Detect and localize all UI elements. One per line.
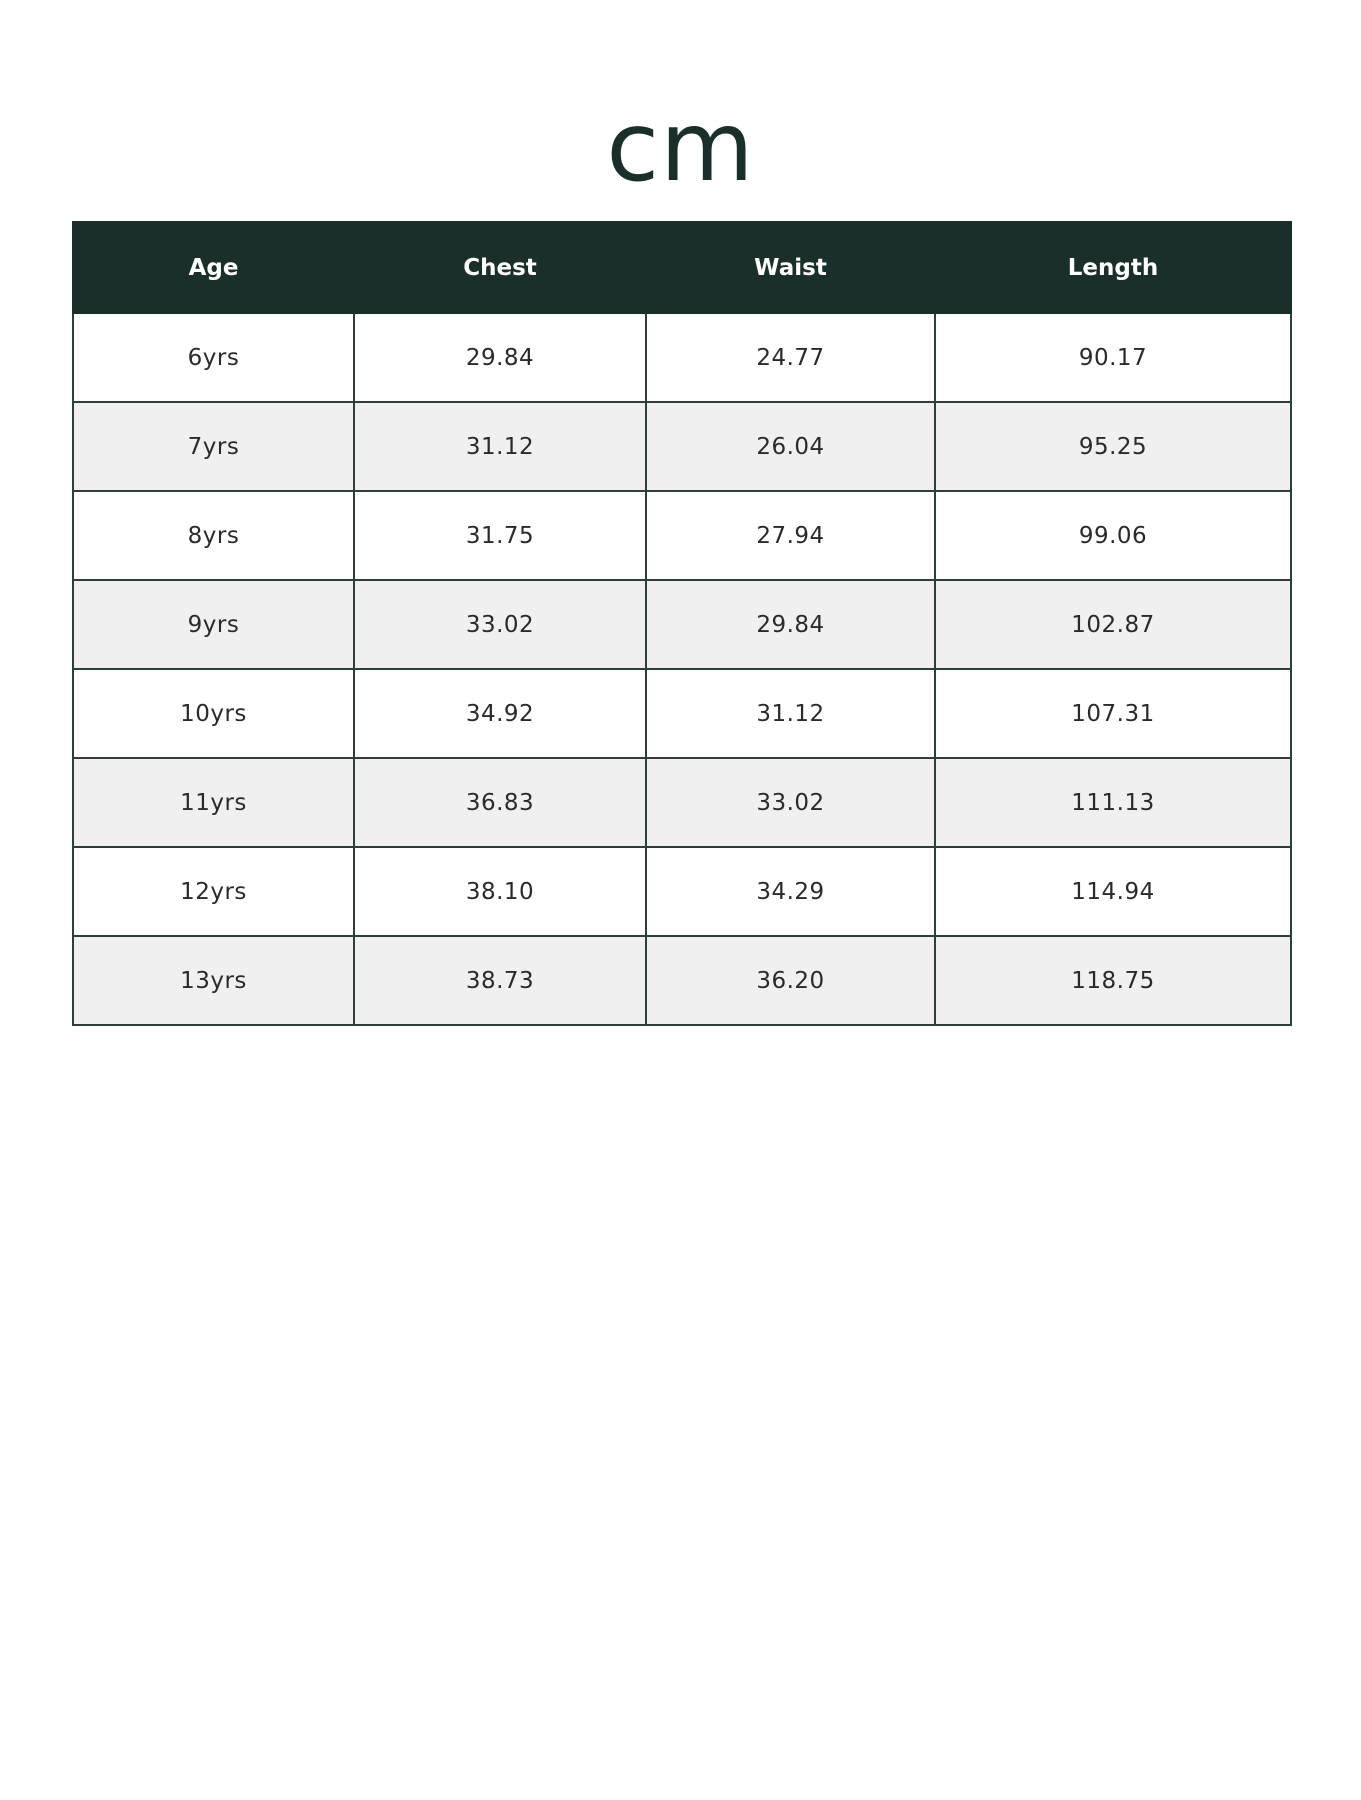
cell-waist: 34.29 bbox=[646, 847, 935, 936]
table-row bbox=[73, 758, 1291, 847]
cell-age: 7yrs bbox=[73, 402, 354, 491]
cell-chest: 29.84 bbox=[354, 313, 646, 402]
table-row bbox=[73, 313, 1291, 402]
column-header-age: Age bbox=[73, 222, 354, 313]
cell-age: 11yrs bbox=[73, 758, 354, 847]
header-row bbox=[73, 222, 1291, 313]
cell-waist: 29.84 bbox=[646, 580, 935, 669]
cell-chest: 38.73 bbox=[354, 936, 646, 1025]
table-row bbox=[73, 936, 1291, 1025]
cell-length: 102.87 bbox=[935, 580, 1291, 669]
cell-length: 95.25 bbox=[935, 402, 1291, 491]
page-title: cm bbox=[606, 91, 755, 203]
cell-chest: 31.12 bbox=[354, 402, 646, 491]
table-row bbox=[73, 491, 1291, 580]
cell-waist: 33.02 bbox=[646, 758, 935, 847]
cell-length: 107.31 bbox=[935, 669, 1291, 758]
cell-chest: 38.10 bbox=[354, 847, 646, 936]
cell-chest: 33.02 bbox=[354, 580, 646, 669]
cell-waist: 36.20 bbox=[646, 936, 935, 1025]
cell-age: 6yrs bbox=[73, 313, 354, 402]
cell-age: 10yrs bbox=[73, 669, 354, 758]
cell-age: 12yrs bbox=[73, 847, 354, 936]
cell-length: 114.94 bbox=[935, 847, 1291, 936]
table-header bbox=[73, 222, 1291, 313]
column-header-length: Length bbox=[935, 222, 1291, 313]
cell-length: 118.75 bbox=[935, 936, 1291, 1025]
cell-waist: 24.77 bbox=[646, 313, 935, 402]
cell-chest: 34.92 bbox=[354, 669, 646, 758]
cell-waist: 27.94 bbox=[646, 491, 935, 580]
cell-chest: 36.83 bbox=[354, 758, 646, 847]
cell-age: 9yrs bbox=[73, 580, 354, 669]
column-header-chest: Chest bbox=[354, 222, 646, 313]
cell-length: 111.13 bbox=[935, 758, 1291, 847]
cell-length: 90.17 bbox=[935, 313, 1291, 402]
cell-waist: 26.04 bbox=[646, 402, 935, 491]
cell-age: 13yrs bbox=[73, 936, 354, 1025]
cell-chest: 31.75 bbox=[354, 491, 646, 580]
table-row bbox=[73, 402, 1291, 491]
size-chart-table bbox=[72, 221, 1292, 1026]
column-header-waist: Waist bbox=[646, 222, 935, 313]
table-row bbox=[73, 847, 1291, 936]
table-body bbox=[73, 313, 1291, 1025]
cell-length: 99.06 bbox=[935, 491, 1291, 580]
cell-waist: 31.12 bbox=[646, 669, 935, 758]
table-row bbox=[73, 580, 1291, 669]
table-row bbox=[73, 669, 1291, 758]
cell-age: 8yrs bbox=[73, 491, 354, 580]
